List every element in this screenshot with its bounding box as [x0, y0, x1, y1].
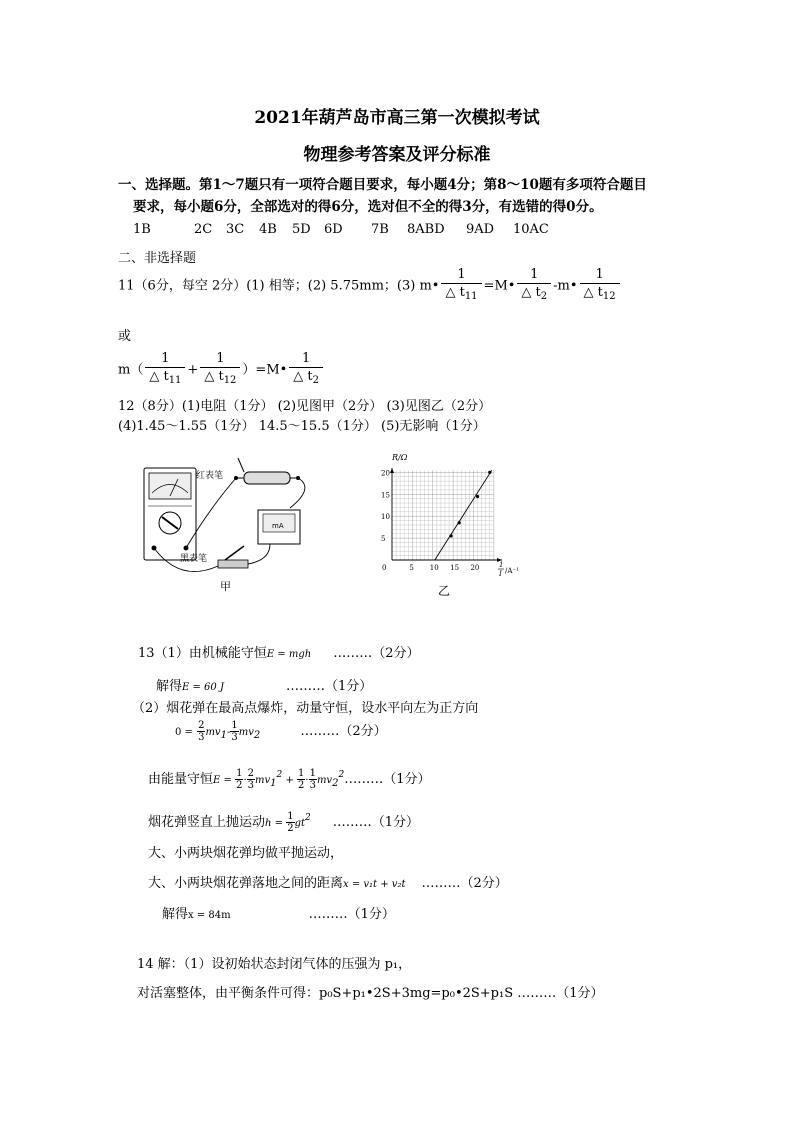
black-probe-label: 黑表笔 [180, 554, 208, 564]
q12-line1: 12（8分）(1)电阻（1分） (2)见图甲（2分） (3)见图乙（2分） [118, 399, 492, 414]
answer-2: 2C [194, 222, 213, 237]
q11-prefix: 11（6分，每空 2分）(1) 相等；(2) 5.75mm；(3) m• [118, 278, 440, 294]
page-subtitle: 物理参考答案及评分标准 [303, 145, 491, 165]
graph-x-axis-label-num: 1 [499, 561, 504, 569]
fraction-1-over-dt2-b: $\frac{1}{\triangle t_2}$ [289, 350, 323, 390]
data-point [449, 534, 452, 537]
q13-line7: 大、小两块烟花弹均做平抛运动， [148, 846, 344, 861]
figure-right-label: 乙 [438, 584, 451, 598]
q13-line3: （2）烟花弹在最高点爆炸，动量守恒，设水平向左为正方向 [132, 701, 479, 716]
data-point [476, 495, 479, 498]
y-axis-arrow-icon [390, 468, 394, 473]
fraction-1-over-dt12-b: $\frac{1}{\triangle t_{12}}$ [200, 350, 240, 390]
x-tick-label: 10 [429, 564, 439, 572]
q13-line2: 解得E = 60 J ………（1分） [156, 679, 373, 694]
fraction-1-over-dt12: $\frac{1}{\triangle t_{12}}$ [580, 266, 620, 306]
fit-line [435, 470, 492, 560]
answer-1: 1B [133, 222, 151, 237]
figure-graph [368, 448, 538, 598]
ammeter-label: mA [272, 522, 284, 530]
q13-line9: 解得x = 84m ………（1分） [162, 907, 395, 922]
q11-line1: 11（6分，每空 2分）(1) 相等；(2) 5.75mm；(3) m• $\frac{1}{\triangle t_{11}}$ =M• $\frac{1}{\triangle t_2}$ -m• $\frac{1}{\triangle t_{12}}$ [118, 266, 622, 306]
q13-line5: 由能量守恒E = $\frac{1}{2}$ · $\frac{2}{3}$ mv12 + $\frac{1}{2}$ · $\frac{1}{3}$ mv22………（1分） [148, 768, 431, 791]
q13-line1: 13（1）由机械能守恒E = mgh ………（2分） [138, 646, 420, 661]
answer-3: 3C [226, 222, 245, 237]
answer-5: 5D [292, 222, 311, 237]
q13-line8: 大、小两块烟花弹落地之间的距离x = v₁t + v₂t ………（2分） [148, 876, 508, 891]
q14-line1: 14 解：（1）设初始状态封闭气体的压强为 p₁， [137, 957, 412, 972]
q11-or: 或 [118, 329, 132, 344]
red-probe-label: 红表笔 [196, 471, 224, 481]
fraction-1-over-dt2: $\frac{1}{\triangle t_2}$ [517, 266, 551, 306]
y-tick-label: 20 [381, 469, 390, 478]
graph-x-axis-unit: /A⁻¹ [505, 567, 519, 575]
fraction-1-over-dt11: $\frac{1}{\triangle t_{11}}$ [441, 266, 481, 306]
x-tick-label: 15 [450, 564, 460, 572]
q13-line6: 烟花弹竖直上抛运动h = $\frac{1}{2}$ gt2 ………（1分） [148, 811, 420, 834]
y-tick-label: 5 [381, 535, 386, 544]
resistor-box [244, 472, 290, 484]
figure-left-label: 甲 [220, 580, 231, 593]
data-point [458, 521, 461, 524]
y-tick-label: 10 [381, 513, 390, 522]
y-tick-label: 15 [381, 491, 390, 500]
x-tick-label: 0 [382, 564, 387, 572]
q12-line2: (4)1.45～1.55（1分） 14.5～15.5（1分） (5)无影响（1分） [118, 419, 486, 434]
answer-8: 8ABD [407, 222, 445, 237]
q13-line4: 0 = $\frac{2}{3}$ mv1- $\frac{1}{3}$ mv2 ………（2分） [175, 720, 387, 743]
graph-y-axis-label: R/Ω [392, 453, 408, 462]
answer-7: 7B [371, 222, 389, 237]
answer-6: 6D [324, 222, 343, 237]
answer-4: 4B [259, 222, 277, 237]
section2-heading: 二、非选择题 [118, 251, 197, 266]
x-tick-label: 20 [470, 564, 480, 572]
section1-heading-line1: 一、选择题。第1～7题只有一项符合题目要求，每小题4分；第8～10题有多项符合题目 [118, 177, 647, 193]
x-tick-label: 5 [409, 564, 414, 572]
page-title: 2021年葫芦岛市高三第一次模拟考试 [254, 108, 540, 128]
q14-line2: 对活塞整体，由平衡条件可得：p₀S+p₁•2S+3mg=p₀•2S+p₁S ………（1分） [137, 986, 604, 1001]
figure-circuit [140, 448, 320, 598]
answer-10: 10AC [513, 222, 549, 237]
data-point [488, 471, 491, 474]
q11-line2: m（ $\frac{1}{\triangle t_{11}}$ + $\frac{1}{\triangle t_{12}}$ ）=M• $\frac{1}{\triangle t_2}$ [118, 350, 325, 390]
switch [218, 560, 248, 568]
fraction-1-over-dt11-b: $\frac{1}{\triangle t_{11}}$ [145, 350, 185, 390]
graph-x-axis-label-den: I [499, 570, 502, 578]
answer-9: 9AD [466, 222, 495, 237]
section1-heading-line2: 要求，每小题6分，全部选对的得6分，选对但不全的得3分，有选错的得0分。 [133, 199, 603, 215]
